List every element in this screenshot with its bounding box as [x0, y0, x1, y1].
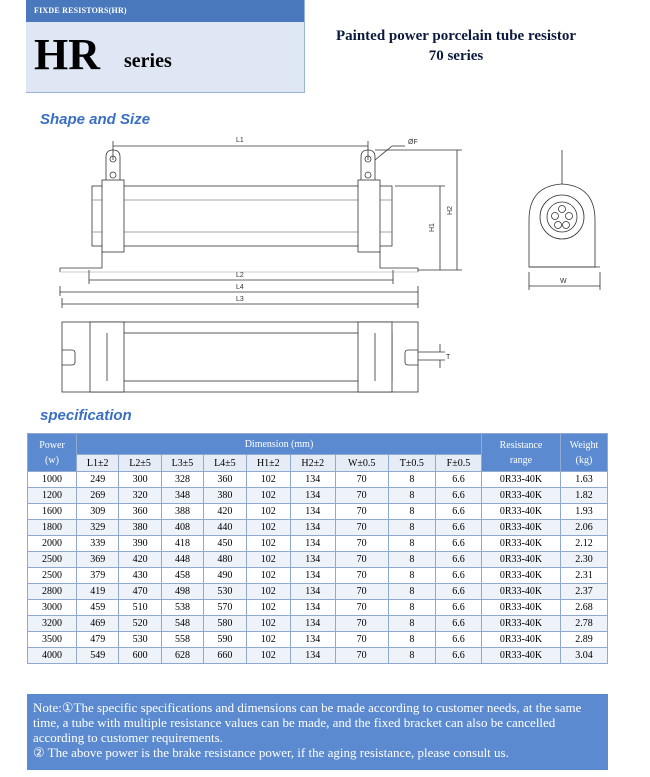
table-cell: 418 — [161, 536, 203, 552]
specification-body — [28, 472, 608, 664]
table-cell: 2.31 — [561, 568, 608, 584]
table-cell: 580 — [204, 616, 246, 632]
table-cell: 2.30 — [561, 552, 608, 568]
dim-label-h1: H1 — [429, 223, 436, 232]
dim-label-l3: L3 — [236, 296, 244, 303]
table-cell: 2.78 — [561, 616, 608, 632]
table-cell: 3500 — [28, 632, 77, 648]
table-cell: 2.06 — [561, 520, 608, 536]
dim-label-of: ØF — [408, 139, 418, 146]
table-cell: 269 — [77, 488, 119, 504]
table-cell: 388 — [161, 504, 203, 520]
table-cell: 102 — [246, 568, 290, 584]
table-cell: 3.04 — [561, 648, 608, 664]
table-cell: 448 — [161, 552, 203, 568]
table-cell: 380 — [204, 488, 246, 504]
table-cell: 329 — [77, 520, 119, 536]
table-cell: 70 — [335, 536, 388, 552]
table-cell: 6.6 — [435, 520, 481, 536]
col-header-dim: L2±5 — [119, 455, 161, 472]
table-cell: 70 — [335, 520, 388, 536]
table-cell: 2500 — [28, 568, 77, 584]
table-cell: 1800 — [28, 520, 77, 536]
table-cell: 0R33-40K — [482, 568, 561, 584]
table-cell: 1.82 — [561, 488, 608, 504]
table-cell: 70 — [335, 568, 388, 584]
table-cell: 134 — [291, 488, 335, 504]
table-row — [28, 616, 608, 632]
table-cell: 134 — [291, 520, 335, 536]
table-cell: 8 — [388, 632, 435, 648]
table-cell: 3200 — [28, 616, 77, 632]
table-cell: 558 — [161, 632, 203, 648]
table-cell: 8 — [388, 472, 435, 488]
table-row — [28, 600, 608, 616]
table-cell: 0R33-40K — [482, 472, 561, 488]
dim-label-t: T — [446, 354, 451, 361]
table-row — [28, 472, 608, 488]
table-cell: 420 — [204, 504, 246, 520]
table-cell: 479 — [77, 632, 119, 648]
table-cell: 70 — [335, 472, 388, 488]
table-cell: 339 — [77, 536, 119, 552]
table-cell: 459 — [77, 600, 119, 616]
power-label: Power — [39, 439, 65, 451]
table-cell: 102 — [246, 600, 290, 616]
table-cell: 6.6 — [435, 488, 481, 504]
table-cell: 498 — [161, 584, 203, 600]
table-cell: 530 — [119, 632, 161, 648]
table-row — [28, 552, 608, 568]
table-cell: 3000 — [28, 600, 77, 616]
table-cell: 102 — [246, 472, 290, 488]
table-cell: 419 — [77, 584, 119, 600]
table-row — [28, 536, 608, 552]
shape-size-title: Shape and Size — [40, 111, 151, 128]
table-cell: 0R33-40K — [482, 536, 561, 552]
table-cell: 450 — [204, 536, 246, 552]
table-cell: 2500 — [28, 552, 77, 568]
product-title-line2: 70 series — [428, 48, 484, 64]
table-cell: 2.12 — [561, 536, 608, 552]
table-cell: 600 — [119, 648, 161, 664]
col-header-dimension: Dimension (mm) — [77, 434, 482, 455]
table-cell: 134 — [291, 504, 335, 520]
col-header-resistance — [482, 434, 561, 472]
weight-label: Weight — [569, 439, 599, 451]
table-cell: 2.37 — [561, 584, 608, 600]
table-cell: 70 — [335, 552, 388, 568]
table-cell: 70 — [335, 632, 388, 648]
note-line1: Note:①The specific specifications and dimensions can be made according to customer needs, at the same time, a tube with multiple resistance values can be made, and the fixed bracket can also be cancelled according to customer requirements. — [33, 700, 582, 745]
table-cell: 590 — [204, 632, 246, 648]
table-cell: 249 — [77, 472, 119, 488]
table-cell: 408 — [161, 520, 203, 536]
table-row — [28, 632, 608, 648]
table-cell: 70 — [335, 488, 388, 504]
table-cell: 134 — [291, 536, 335, 552]
table-cell: 102 — [246, 584, 290, 600]
col-header-dim: L1±2 — [77, 455, 119, 472]
col-header-dim: H1±2 — [246, 455, 290, 472]
table-cell: 6.6 — [435, 600, 481, 616]
table-cell: 134 — [291, 584, 335, 600]
table-cell: 6.6 — [435, 552, 481, 568]
table-cell: 8 — [388, 520, 435, 536]
series-word: series — [124, 50, 172, 72]
col-header-dim: H2±2 — [291, 455, 335, 472]
table-cell: 490 — [204, 568, 246, 584]
table-cell: 70 — [335, 584, 388, 600]
table-cell: 300 — [119, 472, 161, 488]
table-cell: 530 — [204, 584, 246, 600]
table-cell: 70 — [335, 504, 388, 520]
table-cell: 0R33-40K — [482, 504, 561, 520]
table-cell: 102 — [246, 536, 290, 552]
col-header-dim: L3±5 — [161, 455, 203, 472]
col-header-dim: F±0.5 — [435, 455, 481, 472]
table-cell: 8 — [388, 504, 435, 520]
table-cell: 6.6 — [435, 536, 481, 552]
table-row — [28, 504, 608, 520]
table-cell: 134 — [291, 648, 335, 664]
category-strip: FIXDE RESISTORS(HR) — [26, 0, 304, 22]
dim-label-l2: L2 — [236, 272, 244, 279]
table-cell: 1600 — [28, 504, 77, 520]
table-cell: 8 — [388, 600, 435, 616]
table-cell: 360 — [204, 472, 246, 488]
table-cell: 0R33-40K — [482, 552, 561, 568]
table-cell: 8 — [388, 568, 435, 584]
table-cell: 510 — [119, 600, 161, 616]
table-cell: 480 — [204, 552, 246, 568]
table-row — [28, 520, 608, 536]
table-cell: 0R33-40K — [482, 632, 561, 648]
table-cell: 328 — [161, 472, 203, 488]
note-line2: ② The above power is the brake resistance power, if the aging resistance, please consult us. — [33, 745, 509, 760]
col-header-power — [28, 434, 77, 472]
note-box — [27, 694, 608, 770]
product-title-line1: Painted power porcelain tube resistor — [336, 28, 576, 44]
table-cell: 0R33-40K — [482, 520, 561, 536]
table-cell: 520 — [119, 616, 161, 632]
table-cell: 6.6 — [435, 568, 481, 584]
table-cell: 2000 — [28, 536, 77, 552]
table-cell: 1.93 — [561, 504, 608, 520]
table-cell: 134 — [291, 616, 335, 632]
table-cell: 102 — [246, 488, 290, 504]
dim-label-l1: L1 — [236, 137, 244, 144]
table-cell: 102 — [246, 504, 290, 520]
table-cell: 549 — [77, 648, 119, 664]
dim-label-w: W — [560, 278, 567, 285]
table-row — [28, 584, 608, 600]
table-cell: 440 — [204, 520, 246, 536]
resistance-label: Resistance — [499, 439, 543, 451]
table-cell: 430 — [119, 568, 161, 584]
table-cell: 628 — [161, 648, 203, 664]
table-cell: 134 — [291, 472, 335, 488]
table-cell: 548 — [161, 616, 203, 632]
table-cell: 6.6 — [435, 504, 481, 520]
power-unit: (w) — [45, 454, 59, 466]
table-cell: 0R33-40K — [482, 600, 561, 616]
table-cell: 538 — [161, 600, 203, 616]
table-cell: 102 — [246, 520, 290, 536]
dim-label-l4: L4 — [236, 284, 244, 291]
table-cell: 0R33-40K — [482, 488, 561, 504]
table-cell: 2.68 — [561, 600, 608, 616]
weight-unit: (kg) — [575, 454, 593, 466]
table-cell: 570 — [204, 600, 246, 616]
resistance-sub: range — [509, 454, 533, 466]
table-cell: 134 — [291, 600, 335, 616]
table-cell: 70 — [335, 600, 388, 616]
table-cell: 470 — [119, 584, 161, 600]
table-cell: 420 — [119, 552, 161, 568]
specification-table — [27, 433, 608, 664]
table-cell: 70 — [335, 616, 388, 632]
table-cell: 0R33-40K — [482, 616, 561, 632]
table-cell: 390 — [119, 536, 161, 552]
table-cell: 6.6 — [435, 584, 481, 600]
table-cell: 320 — [119, 488, 161, 504]
table-cell: 1000 — [28, 472, 77, 488]
table-cell: 8 — [388, 536, 435, 552]
table-cell: 0R33-40K — [482, 584, 561, 600]
table-cell: 1.63 — [561, 472, 608, 488]
table-cell: 0R33-40K — [482, 648, 561, 664]
col-header-dim: W±0.5 — [335, 455, 388, 472]
table-cell: 360 — [119, 504, 161, 520]
table-cell: 102 — [246, 616, 290, 632]
table-cell: 8 — [388, 552, 435, 568]
table-cell: 134 — [291, 568, 335, 584]
table-cell: 309 — [77, 504, 119, 520]
table-cell: 102 — [246, 648, 290, 664]
table-cell: 102 — [246, 552, 290, 568]
col-header-weight — [561, 434, 608, 472]
table-cell: 1200 — [28, 488, 77, 504]
col-header-dim: L4±5 — [204, 455, 246, 472]
specification-title: specification — [40, 407, 132, 424]
table-cell: 6.6 — [435, 632, 481, 648]
table-cell: 379 — [77, 568, 119, 584]
table-row — [28, 568, 608, 584]
table-cell: 6.6 — [435, 472, 481, 488]
table-cell: 102 — [246, 632, 290, 648]
table-cell: 8 — [388, 616, 435, 632]
table-cell: 4000 — [28, 648, 77, 664]
table-cell: 469 — [77, 616, 119, 632]
table-row — [28, 648, 608, 664]
table-cell: 660 — [204, 648, 246, 664]
table-cell: 6.6 — [435, 648, 481, 664]
table-cell: 70 — [335, 648, 388, 664]
table-cell: 8 — [388, 648, 435, 664]
series-code: HR — [34, 30, 100, 79]
table-cell: 369 — [77, 552, 119, 568]
table-cell: 458 — [161, 568, 203, 584]
table-cell: 134 — [291, 552, 335, 568]
table-cell: 8 — [388, 488, 435, 504]
table-cell: 6.6 — [435, 616, 481, 632]
dim-label-h2: H2 — [447, 206, 454, 215]
table-cell: 380 — [119, 520, 161, 536]
table-cell: 2800 — [28, 584, 77, 600]
table-cell: 2.89 — [561, 632, 608, 648]
col-header-dim: T±0.5 — [388, 455, 435, 472]
table-row — [28, 488, 608, 504]
table-cell: 8 — [388, 584, 435, 600]
table-cell: 348 — [161, 488, 203, 504]
table-cell: 134 — [291, 632, 335, 648]
